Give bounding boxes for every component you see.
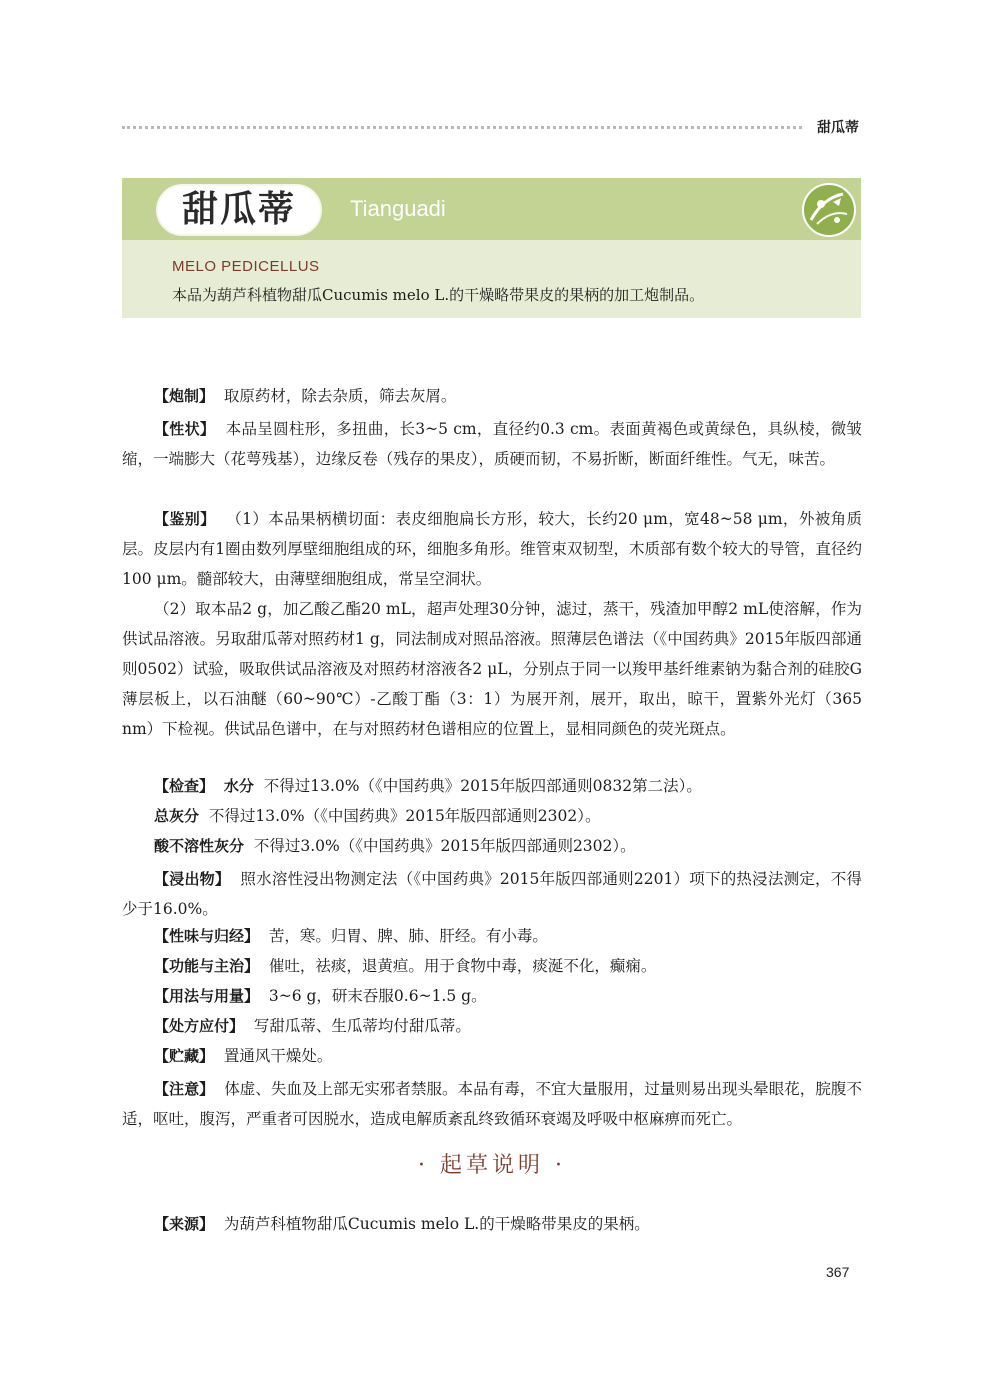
- section-text: （1）本品果柄横切面：表皮细胞扁长方形，较大，长约20 μm，宽48~58 μm，外被角质层。皮层内有1圈由数列厚壁细胞组成的环，细胞多角形。维管束双韧型，木质部有数个较大的导管，直径约100 μm。髓部较大，由薄壁细胞组成，常呈空洞状。: [122, 510, 862, 588]
- section-inspection-acid-ash: [122, 834, 862, 858]
- section-inspection-ash: [122, 804, 862, 828]
- section-label: 【炮制】: [154, 387, 215, 405]
- section-sublabel: 水分: [223, 777, 254, 795]
- section-text: 写甜瓜蒂、生瓜蒂均付甜瓜蒂。: [253, 1017, 471, 1035]
- monograph-banner: [122, 178, 861, 318]
- section-text: 照水溶性浸出物测定法（《中国药典》2015年版四部通则2201）项下的热浸法测定，不得少于16.0%。: [122, 870, 862, 918]
- section-label: 【鉴别】: [154, 510, 216, 528]
- section-text: 不得过13.0%（《中国药典》2015年版四部通则0832第二法）。: [263, 777, 702, 795]
- section-characters: [122, 414, 862, 474]
- section-text: 体虚、失血及上部无实邪者禁服。本品有毒，不宜大量服用，过量则易出现头晕眼花，脘腹不适，呕吐，腹泻，严重者可因脱水，造成电解质紊乱终致循环衰竭及呼吸中枢麻痹而死亡。: [122, 1080, 862, 1128]
- section-inspection-water: [122, 774, 862, 798]
- section-extract: [122, 864, 862, 924]
- section-label: 【贮藏】: [154, 1047, 215, 1065]
- section-text: 苦，寒。归胃、脾、肺、肝经。有小毒。: [268, 927, 548, 945]
- section-text: 本品呈圆柱形，多扭曲，长3~5 cm，直径约0.3 cm。表面黄褐色或黄绿色，具纵棱，微皱缩，一端膨大（花萼残基），边缘反卷（残存的果皮），质硬而韧，不易折断，断面纤维性。气无，味苦。: [122, 420, 862, 468]
- section-label: 【来源】: [154, 1215, 215, 1233]
- section-label: 【浸出物】: [154, 870, 231, 888]
- monograph-title: 甜瓜蒂: [158, 186, 320, 234]
- section-text: 不得过3.0%（《中国药典》2015年版四部通则2302）。: [253, 837, 636, 855]
- page-number: 367: [826, 1264, 850, 1280]
- section-label: 【处方应付】: [154, 1017, 245, 1035]
- section-storage: [122, 1044, 862, 1068]
- section-text: 置通风干燥处。: [223, 1047, 333, 1065]
- header-dotted-rule: [122, 126, 802, 129]
- section-text: 催吐，祛痰，退黄疸。用于食物中毒，痰涎不化，癫痫。: [268, 957, 657, 975]
- section-text: 3~6 g，研末吞服0.6~1.5 g。: [268, 987, 487, 1005]
- section-functions: [122, 954, 862, 978]
- latin-name: MELO PEDICELLUS: [172, 258, 320, 275]
- drafting-heading: · 起草说明 ·: [418, 1153, 566, 1178]
- section-label: 【用法与用量】: [154, 987, 260, 1005]
- section-label: 【性味与归经】: [154, 927, 260, 945]
- section-sublabel: 酸不溶性灰分: [154, 837, 245, 855]
- section-text: （2）取本品2 g，加乙酸乙酯20 mL，超声处理30分钟，滤过，蒸干，残渣加甲醇2 mL使溶解，作为供试品溶液。另取甜瓜蒂对照药材1 g，同法制成对照品溶液。照薄层色谱法（《中国药典》2015年版四部通则0502）试验，吸取供试品溶液及对照药材溶液各2 μL，分别点于同一以羧甲基纤维素钠为黏合剂的硅胶G薄层板上，以石油醚（60~90℃）-乙酸丁酯（3：1）为展开剂，展开，取出，晾干，置紫外光灯（365 nm）下检视。供试品色谱中，在与对照药材色谱相应的位置上，显相同颜色的荧光斑点。: [122, 600, 862, 738]
- section-label: 【注意】: [154, 1080, 215, 1098]
- section-text: 取原药材，除去杂质，筛去灰屑。: [223, 387, 457, 405]
- section-label: 【性状】: [154, 420, 216, 438]
- section-sublabel: 总灰分: [154, 807, 200, 825]
- monograph-pinyin: Tianguadi: [350, 196, 446, 221]
- section-dosage: [122, 984, 862, 1008]
- section-prescription: [122, 1014, 862, 1038]
- section-text: 不得过13.0%（《中国药典》2015年版四部通则2302）。: [208, 807, 601, 825]
- section-text: 为葫芦科植物甜瓜Cucumis melo L.的干燥略带果皮的果柄。: [223, 1215, 650, 1233]
- section-identification-tlc: [122, 594, 862, 744]
- section-label: 【检查】: [154, 777, 215, 795]
- section-identification: [122, 504, 862, 594]
- monograph-description: 本品为葫芦科植物甜瓜Cucumis melo L.的干燥略带果皮的果柄的加工炮制品。: [172, 286, 705, 304]
- section-caution: [122, 1074, 862, 1134]
- section-processing: [122, 384, 862, 408]
- running-header: 甜瓜蒂: [817, 120, 859, 136]
- drafting-source: [122, 1212, 862, 1236]
- herb-emblem-icon: [797, 180, 859, 238]
- section-nature-meridian: [122, 924, 862, 948]
- section-label: 【功能与主治】: [154, 957, 260, 975]
